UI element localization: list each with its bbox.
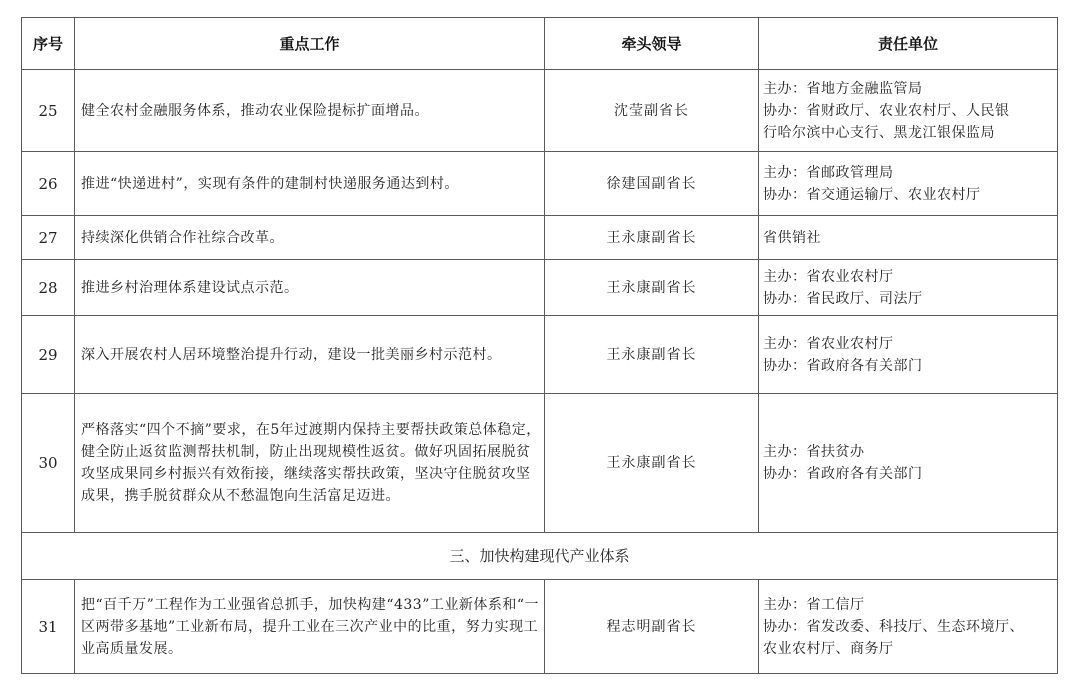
row-work: 健全农村金融服务体系，推动农业保险提标扩面增品。 bbox=[75, 70, 545, 152]
work-table-container bbox=[21, 17, 1057, 674]
table-row bbox=[22, 394, 1058, 533]
table-row bbox=[22, 70, 1058, 152]
unit-line: 主办：省扶贫办 bbox=[763, 444, 865, 460]
unit-line: 农业农村厅、商务厅 bbox=[763, 640, 894, 657]
row-work: 推进“快递进村”，实现有条件的建制村快递服务通达到村。 bbox=[75, 152, 545, 216]
row-number: 29 bbox=[22, 316, 75, 394]
row-leader: 王永康副省长 bbox=[545, 216, 759, 260]
unit-line: 主办：省工信厅 bbox=[763, 596, 865, 613]
unit-line: 协办：省交通运输厅、农业农村厅 bbox=[763, 186, 981, 203]
row-unit bbox=[759, 216, 1058, 260]
section-title: 三、加快构建现代产业体系 bbox=[22, 533, 1058, 580]
row-unit bbox=[759, 580, 1058, 674]
row-unit bbox=[759, 316, 1058, 394]
header-work: 重点工作 bbox=[75, 18, 545, 70]
table-header-row bbox=[22, 18, 1058, 70]
unit-line: 协办：省民政厅、司法厅 bbox=[763, 290, 923, 307]
row-unit bbox=[759, 394, 1058, 533]
row-number: 25 bbox=[22, 70, 75, 152]
table-row bbox=[22, 580, 1058, 674]
row-number: 31 bbox=[22, 580, 75, 674]
row-number: 28 bbox=[22, 260, 75, 316]
unit-line: 协办：省政府各有关部门 bbox=[763, 357, 923, 374]
row-leader: 王永康副省长 bbox=[545, 394, 759, 533]
table-row bbox=[22, 216, 1058, 260]
unit-line: 行哈尔滨中心支行、黑龙江银保监局 bbox=[763, 124, 995, 141]
header-no: 序号 bbox=[22, 18, 75, 70]
unit-line: 协办：省政府各有关部门 bbox=[763, 466, 923, 482]
row-number: 26 bbox=[22, 152, 75, 216]
row-leader: 徐建国副省长 bbox=[545, 152, 759, 216]
row-leader: 沈莹副省长 bbox=[545, 70, 759, 152]
row-work: 持续深化供销合作社综合改革。 bbox=[75, 216, 545, 260]
table-row bbox=[22, 260, 1058, 316]
section-row bbox=[22, 533, 1058, 580]
header-unit: 责任单位 bbox=[759, 18, 1058, 70]
unit-line: 主办：省邮政管理局 bbox=[763, 164, 894, 181]
row-work: 严格落实“四个不摘”要求，在5年过渡期内保持主要帮扶政策总体稳定，健全防止返贫监测帮扶机制，防止出现规模性返贫。做好巩固拓展脱贫攻坚成果同乡村振兴有效衔接，继续落实帮扶政策，坚决守住脱贫攻坚成果，携手脱贫群众从不愁温饱向生活富足迈进。 bbox=[75, 394, 545, 533]
unit-line: 省供销社 bbox=[763, 229, 821, 246]
row-work: 深入开展农村人居环境整治提升行动，建设一批美丽乡村示范村。 bbox=[75, 316, 545, 394]
table-row bbox=[22, 152, 1058, 216]
row-leader: 王永康副省长 bbox=[545, 260, 759, 316]
row-work: 推进乡村治理体系建设试点示范。 bbox=[75, 260, 545, 316]
row-number: 27 bbox=[22, 216, 75, 260]
row-leader: 程志明副省长 bbox=[545, 580, 759, 674]
row-unit bbox=[759, 70, 1058, 152]
work-table bbox=[21, 17, 1058, 674]
header-leader: 牵头领导 bbox=[545, 18, 759, 70]
unit-line: 主办：省地方金融监管局 bbox=[763, 80, 923, 97]
row-unit bbox=[759, 152, 1058, 216]
table-row bbox=[22, 316, 1058, 394]
unit-line: 协办：省发改委、科技厅、生态环境厅、 bbox=[763, 618, 1024, 635]
unit-line: 协办：省财政厅、农业农村厅、人民银 bbox=[763, 102, 1010, 119]
unit-line: 主办：省农业农村厅 bbox=[763, 335, 894, 352]
row-number: 30 bbox=[22, 394, 75, 533]
row-work: 把“百千万”工程作为工业强省总抓手，加快构建“433”工业新体系和“一区两带多基地”工业新布局，提升工业在三次产业中的比重，努力实现工业高质量发展。 bbox=[75, 580, 545, 674]
row-unit bbox=[759, 260, 1058, 316]
row-leader: 王永康副省长 bbox=[545, 316, 759, 394]
unit-line: 主办：省农业农村厅 bbox=[763, 268, 894, 285]
